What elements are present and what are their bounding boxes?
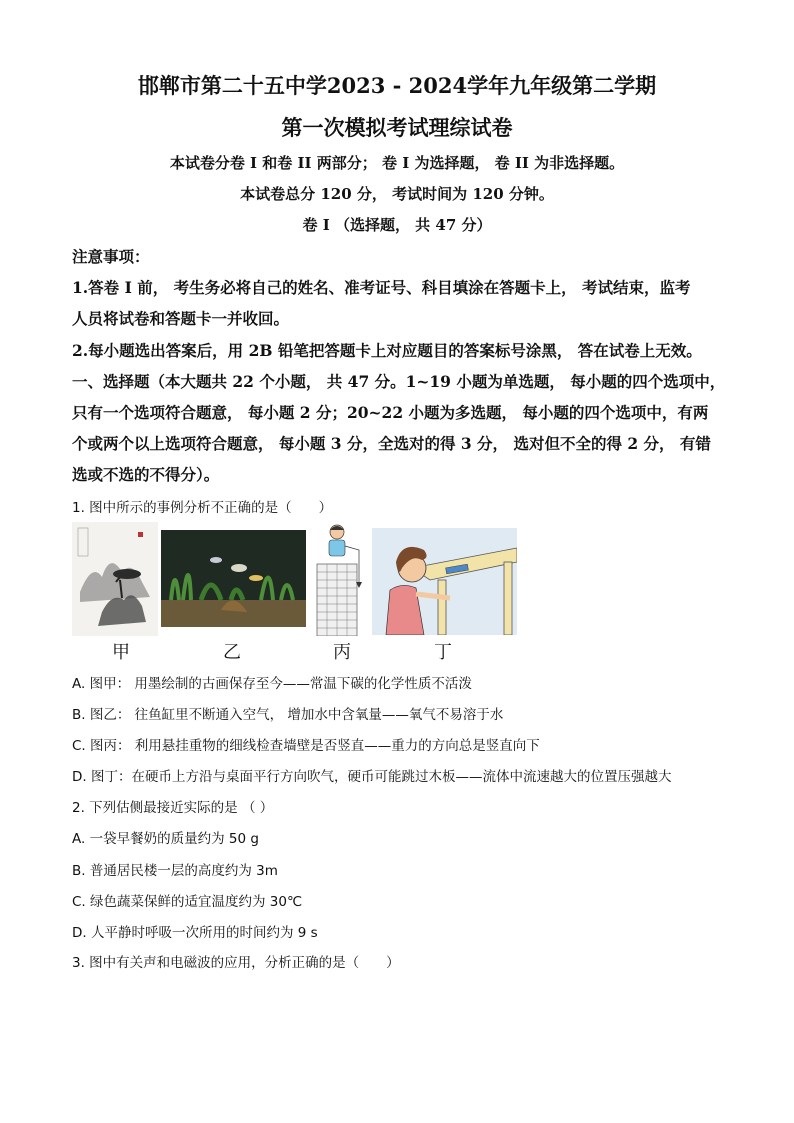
q1-option-c: C. 图丙： 利用悬挂重物的细线检查墙壁是否竖直——重力的方向总是竖直向下 xyxy=(72,738,540,754)
q3-stem: 3. 图中有关声和电磁波的应用，分析正确的是（ ） xyxy=(72,955,400,971)
caption-bing: 丙 xyxy=(333,642,351,663)
fish-tank-aquarium-icon xyxy=(161,530,306,627)
intro-line2: 本试卷总分 120 分， 考试时间为 120 分钟。 xyxy=(240,185,554,203)
section-heading: 卷 Ⅰ （选择题， 共 47 分） xyxy=(302,216,492,234)
q1-option-b: B. 图乙： 往鱼缸里不断通入空气， 增加水中含氧量——氧气不易溶于水 xyxy=(72,707,504,723)
q2-option-d: D. 人平静时呼吸一次所用的时间约为 9 s xyxy=(72,925,318,941)
q1-option-d: D. 图丁：在硬币上方沿与桌面平行方向吹气，硬币可能跳过木板——流体中流速越大的位置压强越大 xyxy=(72,769,672,785)
note2: 2.每小题选出答案后，用 2B 铅笔把答题卡上对应题目的答案标号涂黑， 答在试卷上无效。 xyxy=(72,341,702,360)
note1-line2: 人员将试卷和答题卡一并收回。 xyxy=(72,309,290,328)
caption-ding: 丁 xyxy=(434,642,452,663)
q2-option-c: C. 绿色蔬菜保鲜的适宜温度约为 30℃ xyxy=(72,894,303,910)
q1-stem: 1. 图中所示的事例分析不正确的是（ ） xyxy=(72,500,333,516)
intro-line1: 本试卷分卷 I 和卷 II 两部分； 卷 I 为选择题， 卷 II 为非选择题。 xyxy=(169,154,625,172)
exam-title-line2: 第一次模拟考试理综试卷 xyxy=(281,115,513,140)
exam-title-line1: 邯郸市第二十五中学2023 - 2024学年九年级第二学期 xyxy=(137,73,657,98)
part1-line3: 个或两个以上选项符合题意， 每小题 3 分，全选对的得 3 分， 选对但不全的得 2 分， 有错 xyxy=(72,434,711,453)
part1-line2: 只有一个选项符合题意， 每小题 2 分；20~22 小题为多选题， 每小题的四个选项中，有两 xyxy=(72,403,709,422)
q2-option-a: A. 一袋早餐奶的质量约为 50 g xyxy=(72,831,259,847)
part1-line4: 选或不选的不得分）。 xyxy=(72,465,220,484)
q1-option-a: A. 图甲： 用墨绘制的古画保存至今——常温下碳的化学性质不活泼 xyxy=(72,676,472,692)
part1-line1: 一、选择题（本大题共 22 个小题， 共 47 分。1~19 小题为单选题， 每小题的四个选项中， xyxy=(72,372,726,391)
notes-heading: 注意事项： xyxy=(72,247,150,266)
child-on-brick-wall-icon xyxy=(313,522,369,636)
q2-option-b: B. 普通居民楼一层的高度约为 3m xyxy=(72,863,278,879)
caption-jia: 甲 xyxy=(112,642,130,663)
note1-line1: 1.答卷 I 前， 考生务必将自己的姓名、准考证号、科目填涂在答题卡上， 考试结束，监考 xyxy=(72,278,691,297)
ink-landscape-painting-icon xyxy=(72,522,158,636)
girl-blowing-coin-on-table-icon xyxy=(372,528,517,635)
q2-stem: 2. 下列估侧最接近实际的是 （ ） xyxy=(72,800,274,816)
caption-yi: 乙 xyxy=(223,642,241,663)
